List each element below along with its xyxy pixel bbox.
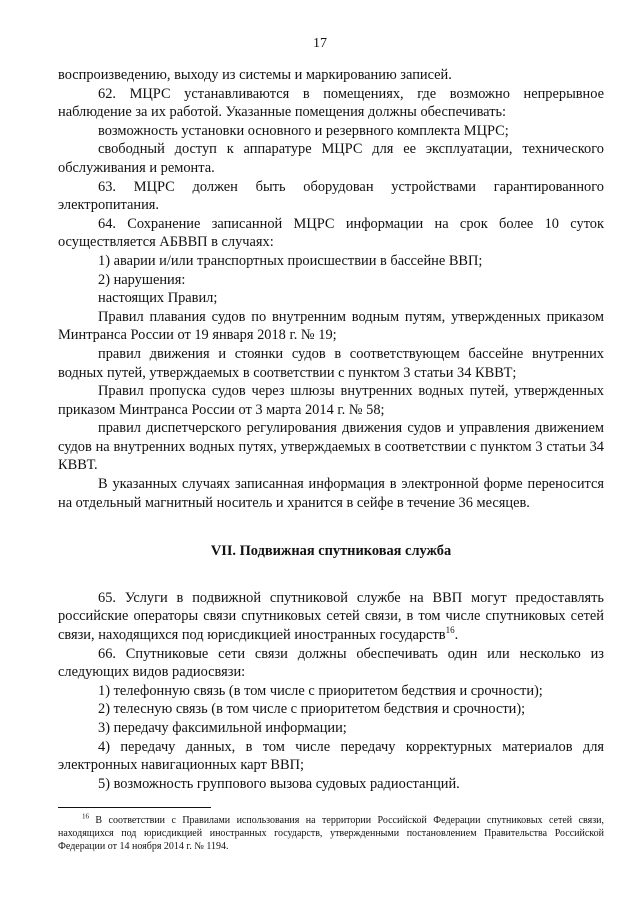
paragraph: В указанных случаях записанная информация в электронной форме переносится на отдельный магнитный носитель и хранится в сейфе в течение 36 месяцев.	[58, 476, 604, 511]
paragraph: 64. Сохранение записанной МЦРС информации на срок более 10 суток осуществляется АБВВП в случаях:	[58, 215, 604, 251]
paragraph: Правил пропуска судов через шлюзы внутренних водных путей, утвержденных приказом Минтранса России от 3 марта 2014 г. № 58;	[58, 383, 604, 418]
page-number: 17	[313, 36, 327, 51]
list-item: 2) нарушения:	[98, 271, 186, 288]
paragraph-end: .	[454, 627, 459, 644]
paragraph	[58, 589, 604, 645]
paragraph: свободный доступ к аппаратуре МЦРС для ее эксплуатации, технического обслуживания и ремонта.	[58, 141, 604, 176]
list-item: 4) передачу данных, в том числе передачу корректурных материалов для электронных навигационных карт ВВП;	[58, 738, 604, 774]
paragraph: 62. МЦРС устанавливаются в помещениях, где возможно непрерывное наблюдение за их работой. Указанные помещения должны обеспечивать:	[58, 85, 604, 121]
paragraph: Правил плавания судов по внутренним водным путям, утвержденных приказом Минтранса России от 19 января 2018 г. № 19;	[58, 308, 604, 344]
list-item: 3) передачу факсимильной информации;	[98, 720, 347, 736]
paragraph: 66. Спутниковые сети связи должны обеспечивать один или несколько из следующих видов радиосвязи:	[58, 645, 604, 681]
list-item: 2) телесную связь (в том числе с приоритетом бедствия и срочности);	[98, 701, 526, 718]
footnote-mark: 16	[82, 812, 89, 821]
paragraph-text: 65. Услуги в подвижной спутниковой службе на ВВП могут предоставлять российские операторы связи спутниковых сетей связи, в том числе спутниковых сетей связи, находящихся под юрисдикцией иностранных государств	[58, 589, 604, 644]
list-item: 5) возможность группового вызова судовых радиостанций.	[98, 775, 460, 792]
list-item: 1) аварии и/или транспортных происшествии в бассейне ВВП;	[98, 252, 483, 269]
paragraph: правил диспетчерского регулирования движения судов и управления движением судов на внутренних водных путях, утверждаемых в соответствии с пунктом 3 статьи 34 КВВТ.	[58, 420, 604, 474]
paragraph: воспроизведению, выходу из системы и маркированию записей.	[58, 67, 452, 83]
section-heading: VII. Подвижная спутниковая служба	[210, 543, 452, 560]
footnote	[58, 814, 604, 854]
footnote-reference: 16	[445, 625, 455, 636]
paragraph: возможность установки основного и резервного комплекта МЦРС;	[98, 122, 509, 139]
footnote-divider	[58, 807, 211, 808]
list-item: 1) телефонную связь (в том числе с приоритетом бедствия и срочности);	[98, 682, 543, 699]
paragraph: 63. МЦРС должен быть оборудован устройствами гарантированного электропитания.	[58, 178, 604, 214]
document-body	[58, 66, 604, 793]
paragraph: правил движения и стоянки судов в соответствующем бассейне внутренних водных путей, утверждаемых в соответствии с пунктом 3 статьи 34 КВВТ;	[58, 345, 604, 381]
paragraph: настоящих Правил;	[98, 290, 218, 307]
footnote-text: В соответствии с Правилами использования на территории Российской Федерации спутниковых сетей связи, находящихся под юрисдикцией иностранных государств, утвержденными постановлением Правительства Российской Федерации от 14 ноября 2014 г. № 1194.	[58, 815, 604, 853]
